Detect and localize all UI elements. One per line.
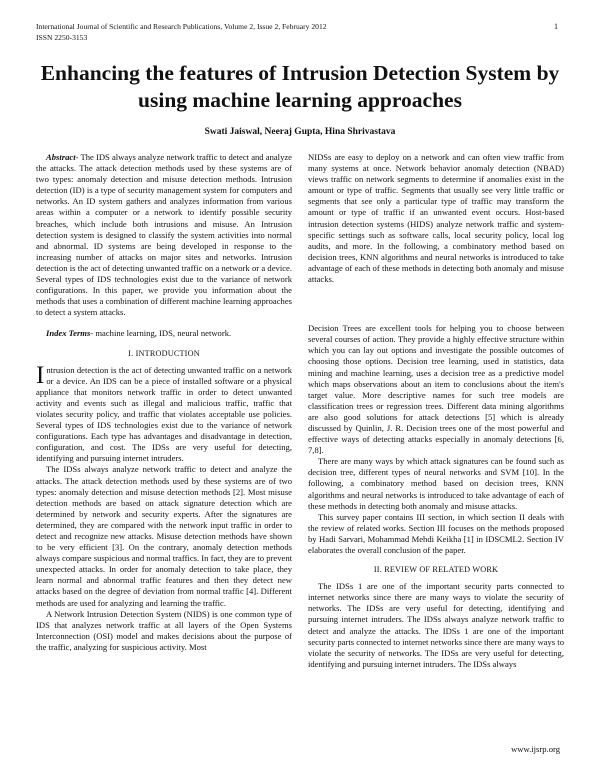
intro-paragraph-2: The IDSs always analyze network traffic to detect and analyze the attacks. The attack detection methods used by these systems are of two types: anomaly detection and misuse detection methods [2]. Most misuse detection methods are based on attack signature detection which are determined by network and security experts. After the signatures are determined, they are compared with the network input traffic in order to detect and recognize new attacks. Misuse detection methods have shown to be very efficient [3]. On the contrary, anomaly detection methods always compare suspicious and normal traffics. In fact, they are to prevent unexpected attacks. In order for anomaly detection to take place, they learn normal and abnormal traffic features and then they detect new attacks based on the degree of deviation from normal traffic [4]. Different methods are used for analyzing and learning the traffic. [36,464,292,608]
section-heading-related-work: II. REVIEW OF RELATED WORK [373,565,499,575]
body-paragraph-survey-outline: This survey paper contains III section, in which section II deals with the review of related works. Section III focuses on the methods proposed by Hadi Sarvari, Mohammad Mehdi Keikha [1] in IDSCML2. Section IV elaborates the overall conclusion of the paper. [308,511,564,555]
index-terms-text: machine learning, IDS, neural network. [93,328,232,339]
body-paragraph-attack-signatures: There are many ways by which attack signatures can be found such as decision tree, different types of neural networks and SVM [10]. In the following, a combinatory method based on decision trees, KNN algorithms and neural networks is introduced to take advantage of each of these methods in detecting both anomaly and misuse attacks. [308,456,564,511]
author-list: Swati Jaiswal, Neeraj Gupta, Hina Shrivastava [204,127,396,137]
index-terms-label: Index Terms- [46,328,94,339]
page-number: 1 [554,22,558,31]
issn: ISSN 2250-3153 [36,32,88,42]
abstract [36,152,292,318]
intro-paragraph-1-text: ntrusion detection is the act of detecting unwanted traffic on a network or a device. An IDS can be a piece of installed software or a physical appliance that monitors network traffic in order to detect unwanted activity and events such as illegal and malicious traffic, traffic that violates security policy, and traffic that violates acceptable use policies. Several types of IDS technologies exist due to the variance of network configurations. Each type has advantages and disadvantage in detection, configuration, and cost. The IDSs are very useful for detecting, identifying and pursuing internet intruders. [36,364,292,464]
related-work-paragraph: The IDSs 1 are one of the important security parts connected to internet networks since there are many ways to violate the security of networks. The IDSs are very useful for detecting, identifying and pursuing internet intruders. The IDSs always analyze network traffic to detect and analyze the attacks. The IDSs 1 are one of the important security parts connected to internet networks since there are many ways to violate the security of networks. The IDSs are very useful for detecting, identifying and pursuing internet intruders. The IDSs always [308,581,564,669]
running-header [36,22,327,43]
right-column [308,152,564,670]
intro-paragraph-3: A Network Intrusion Detection System (NIDS) is one common type of IDS that analyzes network traffic at all layers of the Open Systems Interconnection (OSI) model and makes decisions about the purpose of the traffic, analyzing for suspicious activity. Most [36,608,292,652]
left-column [36,152,292,653]
journal-name: International Journal of Scientific and Research Publications, Volume 2, Issue 2, February 2012 [36,22,327,31]
index-terms [36,328,292,339]
intro-paragraph-1 [36,361,292,465]
body-paragraph-nids: NIDSs are easy to deploy on a network and can often view traffic from many systems at once. Network behavior anomaly detection (NBAD) views traffic on network segments to determine if anomalies exist in the amount or type of traffic. Segments that usually see very little traffic or segments that see only a particular type of traffic may transform the amount or type of traffic if an unwanted event occurs. Host-based intrusion detection systems (HIDS) analyze network traffic and system-specific settings such as software calls, local security policy, local log audits, and more. In the following, a combinatory method based on decision trees, KNN algorithms and neural networks is introduced to take advantage of each of these methods in detecting both anomaly and misuse attacks. [308,152,564,285]
paper-title: Enhancing the features of Intrusion Detection System by using machine learning approaches [40,61,560,112]
abstract-label: Abstract- [46,152,79,162]
drop-cap: I [36,361,45,389]
footer-url: www.ijsrp.org [511,744,560,754]
section-heading-introduction: I. INTRODUCTION [128,348,200,358]
abstract-text: The IDS always analyze network traffic to detect and analyze the attacks. The attack detection methods used by these systems are of two types: anomaly detection and misuse detection methods. Intrusion detection (ID) is a type of security management system for computers and networks. An ID system gathers and analyzes information from various areas within a computer or a network to identify possible security breaches, which include both intrusions and misuse. An Intrusion detection system is designed to classify the system activities into normal and abnormal. ID systems are being developed in response to the increasing number of attacks on major sites and networks. Intrusion detection is the act of detecting unwanted traffic on a network or a device. Several types of IDS technologies exist due to the variance of network configurations. In this paper, we provide you information about the methods that uses a combination of different machine learning approaches to detect a system attacks. [36,152,292,318]
body-paragraph-decision-trees: Decision Trees are excellent tools for helping you to choose between several courses of action. They provide a highly effective structure within which you can lay out options and investigate the possible outcomes of choosing those options. Decision tree learning, used in statistics, data mining and machine learning, uses a decision tree as a predictive model which maps observations about an item to conclusions about the item's target value. More descriptive names for such tree models are classification trees or regression trees. Different data mining algorithms are also good solutions for attack detections [5] which is already discussed by Quinlin, J. R. Decision trees one of the most powerful and effective ways of detecting attacks especially in anomaly detections [6, 7,8]. [308,323,564,456]
